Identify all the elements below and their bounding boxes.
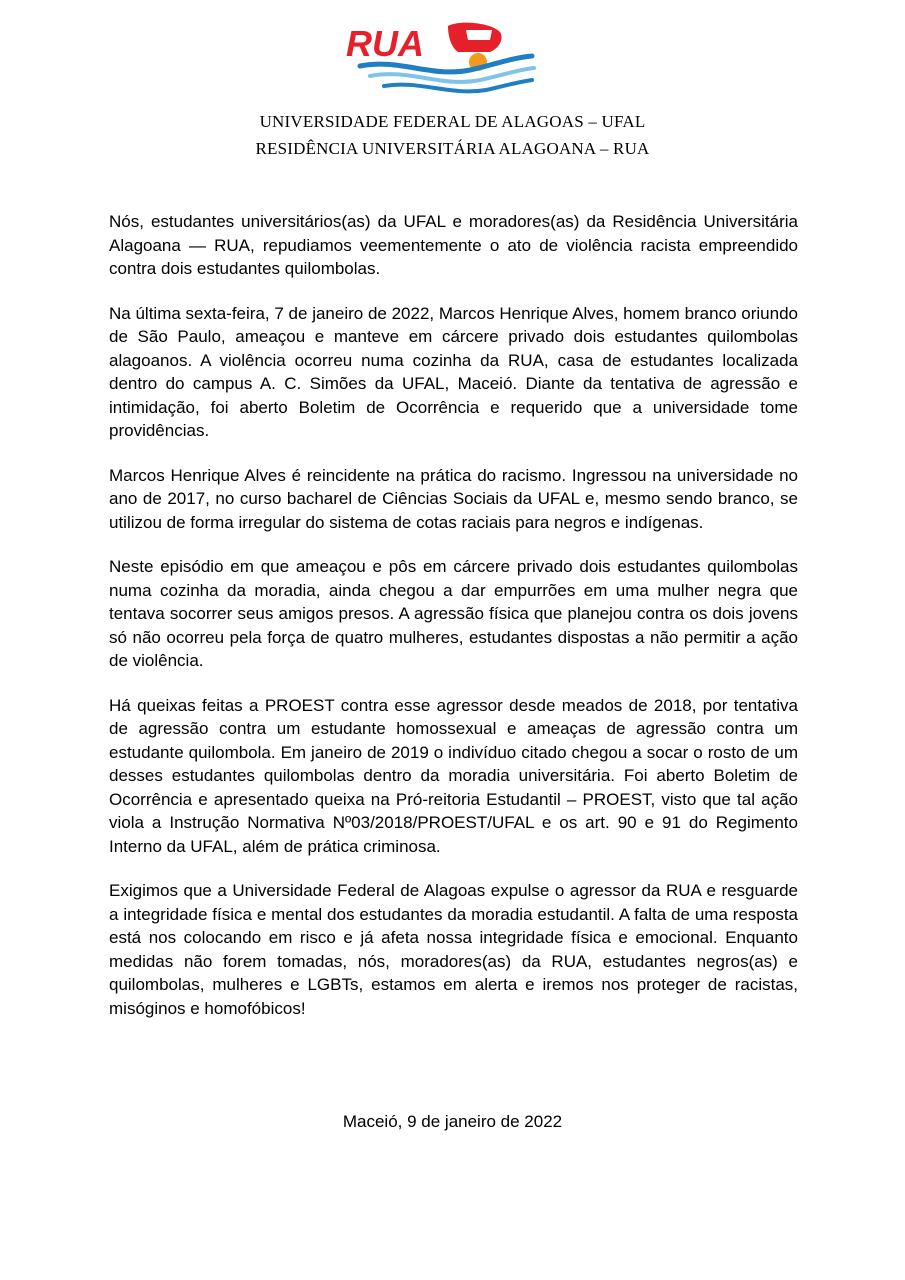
- rua-logo-graphic: [340, 18, 540, 100]
- residence-name: RESIDÊNCIA UNIVERSITÁRIA ALAGOANA – RUA: [255, 139, 650, 158]
- paragraph-3: Marcos Henrique Alves é reincidente na prática do racismo. Ingressou na universidade no ano de 2017, no curso bacharel de Ciências Sociais da UFAL e, mesmo sendo branco, se utilizou de forma irregular do sistema de cotas raciais para negros e indígenas.: [109, 465, 798, 532]
- rua-logo-text: RUA: [346, 23, 424, 64]
- document-header: [0, 108, 905, 162]
- paragraph-6: Exigimos que a Universidade Federal de Alagoas expulse o agressor da RUA e resguarde a integridade física e mental dos estudantes da moradia estudantil. A falta de uma resposta está nos colocando em risco e já afeta nossa integridade física e emocional. Enquanto medidas não forem tomadas, nós, moradores(as) da RUA, estudantes negros(as) e quilombolas, mulheres e LGBTs, estamos em alerta e iremos nos proteger de racistas, misóginos e homofóbicos!: [109, 881, 798, 1018]
- paragraph-2: Na última sexta-feira, 7 de janeiro de 2022, Marcos Henrique Alves, homem branco oriundo de São Paulo, ameaçou e manteve em cárcere privado dois estudantes quilombolas alagoanos. A violência ocorreu numa cozinha da RUA, casa de estudantes localizada dentro do campus A. C. Simões da UFAL, Maceió. Diante da tentativa de agressão e intimidação, foi aberto Boletim de Ocorrência e requerido que a universidade tome providências.: [109, 303, 798, 440]
- university-name: UNIVERSIDADE FEDERAL DE ALAGOAS – UFAL: [259, 112, 646, 131]
- rua-logo: [340, 18, 540, 100]
- place-and-date: Maceió, 9 de janeiro de 2022: [342, 1112, 563, 1131]
- paragraph-4: Neste episódio em que ameaçou e pôs em cárcere privado dois estudantes quilombolas numa cozinha da moradia, ainda chegou a dar empurrões em uma mulher negra que tentava socorrer seus amigos presos. A agressão física que planejou contra os dois jovens só não ocorreu pela força de quatro mulheres, estudantes dispostas a não permitir a ação de violência.: [109, 557, 798, 670]
- paragraph-1: Nós, estudantes universitários(as) da UFAL e moradores(as) da Residência Universitária Alagoana — RUA, repudiamos veementemente o ato de violência racista empreendido contra dois estudantes quilombolas.: [109, 212, 798, 278]
- letter-body: [109, 210, 798, 1041]
- paragraph-5: Há queixas feitas a PROEST contra esse agressor desde meados de 2018, por tentativa de agressão contra um estudante homossexual e ameaças de agressão contra um estudante quilombola. Em janeiro de 2019 o indivíduo citado chegou a socar o rosto de um desses estudantes quilombolas dentro da moradia universitária. Foi aberto Boletim de Ocorrência e apresentado queixa na Pró-reitoria Estudantil – PROEST, visto que tal ação viola a Instrução Normativa Nº03/2018/PROEST/UFAL e os art. 90 e 91 do Regimento Interno da UFAL, além de prática criminosa.: [109, 695, 798, 856]
